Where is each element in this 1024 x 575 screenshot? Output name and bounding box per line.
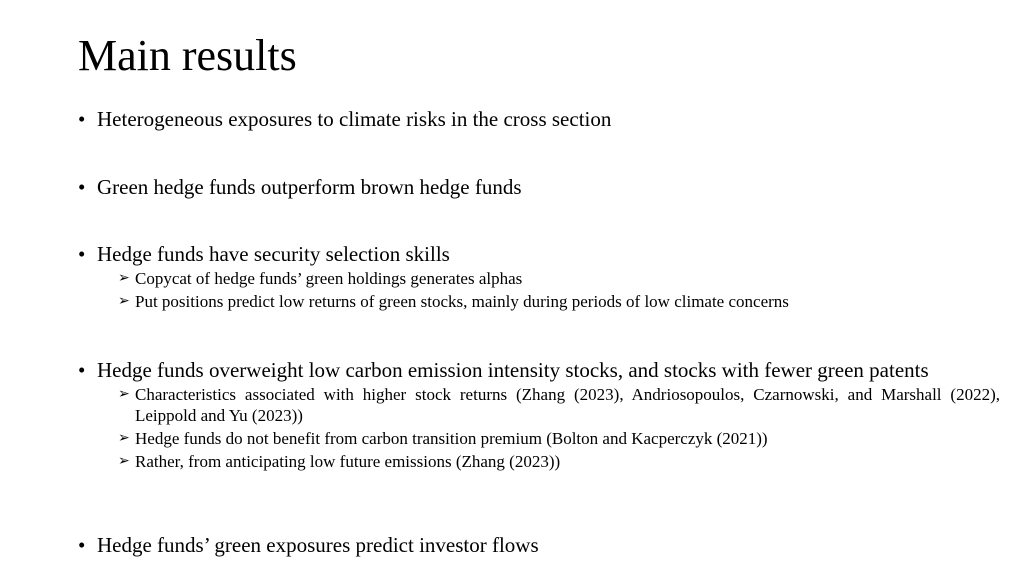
- arrow-bullet-icon: ➢: [118, 453, 130, 469]
- sub-bullet-item: [118, 384, 1000, 426]
- bullet-text: Green hedge funds outperform brown hedge funds: [97, 175, 522, 199]
- sub-bullet-text: Rather, from anticipating low future emissions (Zhang (2023)): [135, 452, 561, 471]
- sub-bullet-item: [118, 451, 1000, 472]
- bullet-item: [78, 108, 1000, 131]
- bullet-item: [78, 176, 1000, 199]
- sub-bullet-item: [118, 428, 1000, 449]
- bullet-text: Hedge funds have security selection skills: [97, 242, 450, 266]
- arrow-bullet-icon: ➢: [118, 270, 130, 286]
- arrow-bullet-icon: ➢: [118, 293, 130, 309]
- sub-bullet-item: [118, 268, 1000, 289]
- sub-bullet-text: Put positions predict low returns of green stocks, mainly during periods of low climate concerns: [135, 292, 789, 311]
- sub-bullet-text: Characteristics associated with higher stock returns (Zhang (2023), Andriosopoulos, Czarnowski, and Marshall (2022), Leippold and Yu (2023)): [135, 385, 1000, 425]
- bullet-item: [78, 359, 1000, 472]
- bullet-text: Heterogeneous exposures to climate risks in the cross section: [97, 107, 612, 131]
- bullet-dot-icon: •: [78, 175, 86, 199]
- slide-title: Main results: [78, 31, 297, 80]
- bullet-dot-icon: •: [78, 242, 86, 266]
- bullet-text: Hedge funds’ green exposures predict investor flows: [97, 533, 539, 557]
- bullet-dot-icon: •: [78, 533, 86, 557]
- bullet-dot-icon: •: [78, 107, 86, 131]
- bullet-text: Hedge funds overweight low carbon emission intensity stocks, and stocks with fewer green patents: [97, 358, 929, 382]
- sub-bullet-text: Copycat of hedge funds’ green holdings generates alphas: [135, 269, 523, 288]
- arrow-bullet-icon: ➢: [118, 386, 130, 402]
- arrow-bullet-icon: ➢: [118, 430, 130, 446]
- sub-bullet-text: Hedge funds do not benefit from carbon transition premium (Bolton and Kacperczyk (2021)): [135, 429, 768, 448]
- sub-bullet-item: [118, 291, 1000, 312]
- bullet-item: [78, 534, 1000, 557]
- bullet-item: [78, 243, 1000, 312]
- bullet-dot-icon: •: [78, 358, 86, 382]
